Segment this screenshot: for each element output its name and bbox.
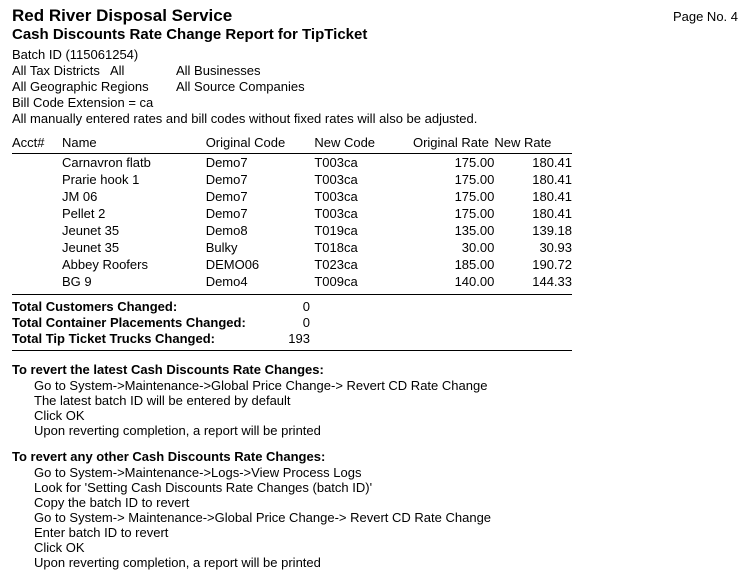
- cell-original-rate: 175.00: [454, 172, 495, 187]
- cell-name: Carnavron flatb: [61, 155, 151, 170]
- cell-new-rate: 180.41: [532, 172, 572, 187]
- total-label: Total Container Placements Changed:: [12, 315, 246, 330]
- cell-new-rate: 180.41: [532, 206, 572, 221]
- cell-original-code: Demo7: [205, 206, 248, 221]
- section-step: Click OK: [34, 408, 85, 423]
- table-row: [12, 205, 572, 222]
- column-header-new-code: New Code: [314, 135, 376, 150]
- table-row: [12, 171, 572, 188]
- cell-new-rate: 180.41: [532, 155, 572, 170]
- table-row: [12, 154, 572, 172]
- table-header-row: [12, 135, 572, 154]
- cell-name: JM 06: [61, 189, 98, 204]
- page-number: Page No. 4: [672, 9, 738, 24]
- filter-row-regions: [12, 79, 746, 95]
- section-step: Copy the batch ID to revert: [34, 495, 190, 510]
- column-header-name: Name: [61, 135, 97, 150]
- cell-acct: [12, 256, 62, 273]
- businesses: All Businesses: [176, 63, 261, 78]
- column-header-acct: Acct#: [12, 135, 45, 150]
- cell-new-rate: 180.41: [532, 189, 572, 204]
- section-step: Enter batch ID to revert: [34, 525, 169, 540]
- column-header-original-rate: Original Rate: [412, 135, 489, 150]
- rates-table-wrap: [12, 135, 572, 295]
- table-row: [12, 273, 572, 290]
- cell-new-code: T003ca: [314, 172, 358, 187]
- cell-acct: [12, 188, 62, 205]
- cell-original-rate: 175.00: [454, 155, 495, 170]
- report-header: [12, 6, 746, 44]
- table-row: [12, 188, 572, 205]
- bill-code-extension: Bill Code Extension = ca: [12, 95, 154, 110]
- revert-latest-section: [12, 361, 746, 438]
- rates-table: [12, 135, 572, 290]
- total-value: 0: [302, 299, 310, 314]
- cell-acct: [12, 205, 62, 222]
- section-title: To revert the latest Cash Discounts Rate Changes:: [12, 362, 324, 377]
- cell-name: Jeunet 35: [61, 223, 120, 238]
- section-step: Upon reverting completion, a report will be printed: [34, 555, 321, 570]
- section-title: To revert any other Cash Discounts Rate Changes:: [12, 449, 326, 464]
- cell-new-rate: 190.72: [532, 257, 572, 272]
- cell-original-code: Demo7: [205, 155, 248, 170]
- totals-bottom-rule: [12, 350, 572, 351]
- cell-original-rate: 140.00: [454, 274, 495, 289]
- column-header-original-code: Original Code: [205, 135, 286, 150]
- section-step: Go to System-> Maintenance->Global Price Change-> Revert CD Rate Change: [34, 510, 492, 525]
- cell-new-rate: 144.33: [532, 274, 572, 289]
- cell-original-rate: 175.00: [454, 206, 495, 221]
- cell-acct: [12, 171, 62, 188]
- revert-other-section: [12, 448, 746, 570]
- title-block: [12, 6, 367, 44]
- section-step: The latest batch ID will be entered by default: [34, 393, 291, 408]
- cell-original-code: Demo8: [205, 223, 248, 238]
- cell-original-code: Demo4: [205, 274, 248, 289]
- section-step: Upon reverting completion, a report will be printed: [34, 423, 321, 438]
- total-row: [12, 331, 572, 347]
- cell-original-code: Demo7: [205, 172, 248, 187]
- cell-acct: [12, 154, 62, 172]
- cell-new-rate: 139.18: [532, 223, 572, 238]
- table-row: [12, 256, 572, 273]
- cell-original-code: Demo7: [205, 189, 248, 204]
- total-label: Total Customers Changed:: [12, 299, 178, 314]
- cell-original-rate: 185.00: [454, 257, 495, 272]
- cell-name: Abbey Roofers: [61, 257, 148, 272]
- cell-new-code: T018ca: [314, 240, 358, 255]
- cell-new-code: T003ca: [314, 155, 358, 170]
- tax-districts: All Tax Districts All: [12, 63, 125, 78]
- table-row: [12, 239, 572, 256]
- totals-section: [12, 299, 572, 351]
- company-name: Red River Disposal Service: [12, 6, 233, 25]
- cell-new-code: T023ca: [314, 257, 358, 272]
- report-title: Cash Discounts Rate Change Report for TipTicket: [12, 26, 368, 43]
- cell-acct: [12, 239, 62, 256]
- table-row: [12, 222, 572, 239]
- cell-original-rate: 135.00: [454, 223, 495, 238]
- cell-original-rate: 30.00: [461, 240, 495, 255]
- section-step: Look for 'Setting Cash Discounts Rate Changes (batch ID)': [34, 480, 373, 495]
- table-bottom-rule: [12, 294, 572, 295]
- total-row: [12, 299, 572, 315]
- cell-name: Jeunet 35: [61, 240, 120, 255]
- cell-acct: [12, 273, 62, 290]
- rates-table-head: [12, 135, 572, 154]
- section-step: Go to System->Maintenance->Global Price Change-> Revert CD Rate Change: [34, 378, 488, 393]
- section-step: Click OK: [34, 540, 85, 555]
- cell-new-code: T003ca: [314, 189, 358, 204]
- cell-new-rate: 30.93: [539, 240, 572, 255]
- cell-original-rate: 175.00: [454, 189, 495, 204]
- cell-new-code: T003ca: [314, 206, 358, 221]
- total-label: Total Tip Ticket Trucks Changed:: [12, 331, 215, 346]
- cell-new-code: T019ca: [314, 223, 358, 238]
- filter-row-districts: [12, 63, 746, 79]
- cell-name: Pellet 2: [61, 206, 106, 221]
- section-step: Go to System->Maintenance->Logs->View Process Logs: [34, 465, 362, 480]
- total-value: 193: [288, 331, 310, 346]
- column-header-new-rate: New Rate: [494, 135, 552, 150]
- cell-original-code: DEMO06: [205, 257, 260, 272]
- total-value: 0: [302, 315, 310, 330]
- rates-table-body: [12, 154, 572, 291]
- cell-name: Prarie hook 1: [61, 172, 140, 187]
- cell-acct: [12, 222, 62, 239]
- source-companies: All Source Companies: [176, 79, 305, 94]
- cell-new-code: T009ca: [314, 274, 358, 289]
- cell-original-code: Bulky: [205, 240, 238, 255]
- cell-name: BG 9: [61, 274, 92, 289]
- batch-id: Batch ID (115061254): [12, 47, 139, 62]
- report-filters: [12, 47, 746, 127]
- manual-rates-note: All manually entered rates and bill codes without fixed rates will also be adjusted.: [12, 111, 478, 126]
- geographic-regions: All Geographic Regions: [12, 79, 149, 94]
- total-row: [12, 315, 572, 331]
